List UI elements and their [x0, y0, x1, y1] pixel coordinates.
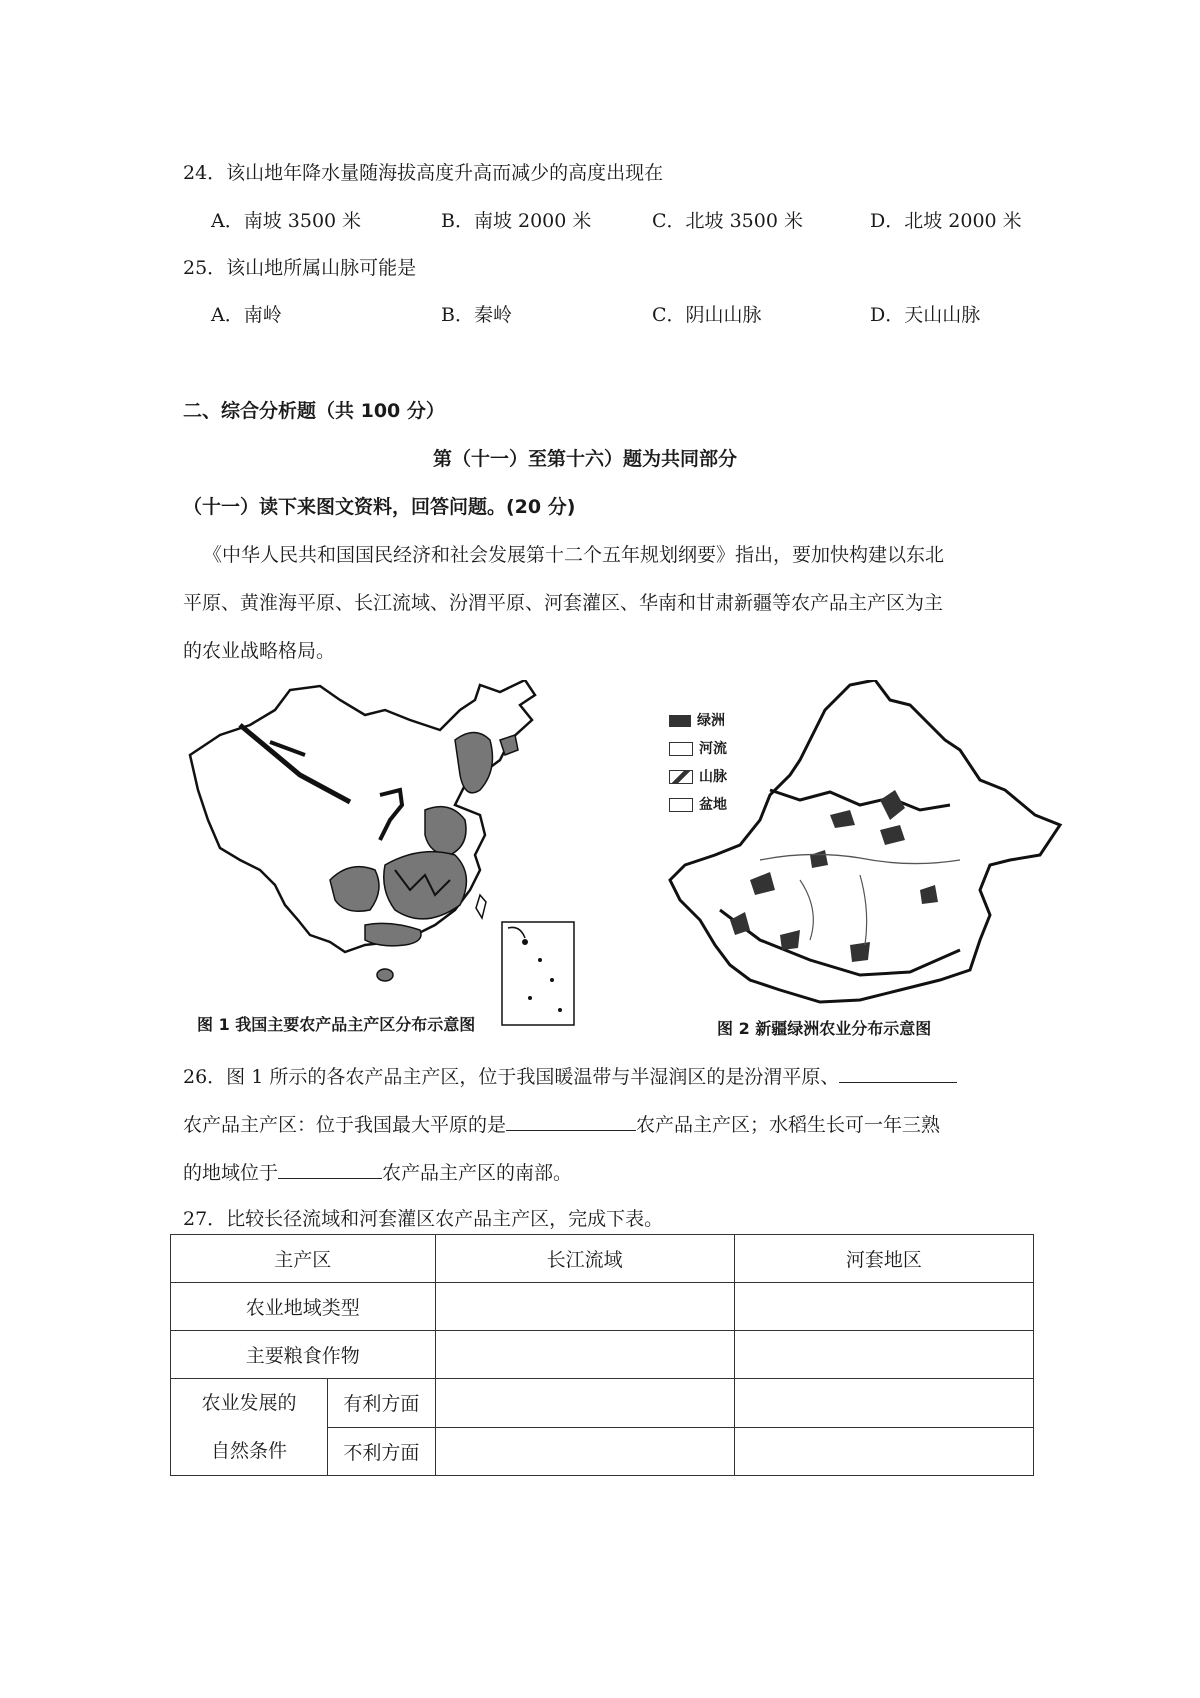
q25-option-b: B．秦岭: [441, 304, 512, 326]
q24-option-d: D．北坡 2000 米: [870, 210, 1022, 232]
q24-stem: 24．该山地年降水量随海拔高度升高而减少的高度出现在: [183, 162, 664, 184]
q24-option-a: A．南坡 3500 米: [211, 210, 362, 232]
q25-stem: 25．该山地所属山脉可能是: [183, 257, 417, 279]
q26-line1: [183, 1062, 957, 1089]
table-sub-label: 不利方面: [328, 1427, 435, 1476]
section2-subtitle: 第（十一）至第十六）题为共同部分: [433, 448, 738, 470]
answer-cell[interactable]: [734, 1331, 1033, 1379]
table-row-label: 农业地域类型: [171, 1283, 436, 1331]
q11-intro-line1: 《中华人民共和国国民经济和社会发展第十二个五年规划纲要》指出，要加快构建以东北: [203, 544, 945, 566]
legend-mountain: 山脉: [669, 766, 727, 786]
section2-title: 二、综合分析题（共 100 分）: [183, 400, 445, 422]
figure1-caption: 图 1 我国主要农产品主产区分布示意图: [197, 1015, 476, 1034]
q25-option-d: D．天山山脉: [870, 304, 981, 326]
table-row: [171, 1331, 1034, 1379]
china-map-svg: [180, 680, 620, 1030]
q26-blank-1[interactable]: [839, 1062, 957, 1083]
xinjiang-map-svg: [660, 680, 1080, 1020]
hainan-island: [377, 969, 393, 981]
river-swatch-icon: [669, 742, 693, 756]
table-header-row: [171, 1235, 1034, 1283]
group-label-line2: 自然条件: [211, 1440, 288, 1462]
group-label-line1: 农业发展的: [201, 1392, 297, 1414]
q26-line2: [183, 1110, 940, 1137]
q25-option-a: A．南岭: [211, 304, 282, 326]
legend-basin: 盆地: [669, 794, 727, 814]
q25-option-c: C．阴山山脉: [652, 304, 762, 326]
table-row: [171, 1283, 1034, 1331]
table-sub-label: 有利方面: [328, 1379, 435, 1428]
comparison-table: [170, 1234, 1034, 1476]
answer-cell[interactable]: [734, 1283, 1033, 1331]
answer-cell[interactable]: [435, 1331, 734, 1379]
table-header-cell: 长江流域: [435, 1235, 734, 1283]
yangtze-zone: [384, 852, 467, 919]
q26-line3: [183, 1158, 572, 1185]
q26-text-2a: 农产品主产区：位于我国最大平原的是: [183, 1114, 507, 1136]
answer-cell[interactable]: [435, 1427, 734, 1476]
table-header-cell: 主产区: [171, 1235, 436, 1283]
q24-option-b: B．南坡 2000 米: [441, 210, 592, 232]
oasis-swatch-icon: [669, 715, 691, 727]
figure2-caption: 图 2 新疆绿洲农业分布示意图: [717, 1019, 932, 1038]
figure2-xinjiang-map: [660, 680, 1080, 1020]
taiwan-island: [476, 895, 486, 918]
q26-text-1: 26．图 1 所示的各农产品主产区，位于我国暖温带与半湿润区的是汾渭平原、: [183, 1066, 840, 1088]
q26-text-3a: 的地域位于: [183, 1162, 279, 1184]
table-group-label: [171, 1379, 328, 1476]
table-row: [171, 1379, 1034, 1428]
q26-blank-3[interactable]: [278, 1158, 382, 1179]
huanghuaihai-zone: [425, 807, 466, 855]
south-china-sea-inset: [502, 922, 574, 1025]
q26-text-3b: 农产品主产区的南部。: [382, 1162, 573, 1184]
mountain-swatch-icon: [669, 770, 693, 784]
table-row-label: 主要粮食作物: [171, 1331, 436, 1379]
oasis: [850, 942, 870, 962]
answer-cell[interactable]: [734, 1427, 1033, 1476]
basin-swatch-icon: [669, 798, 693, 812]
q11-intro-line3: 的农业战略格局。: [183, 640, 336, 662]
q26-text-2b: 农产品主产区；水稻生长可一年三熟: [636, 1114, 941, 1136]
q27-stem: 27．比较长径流域和河套灌区农产品主产区，完成下表。: [183, 1208, 664, 1230]
answer-cell[interactable]: [435, 1283, 734, 1331]
q11-title: （十一）读下来图文资料，回答问题。(20 分): [183, 496, 576, 518]
q11-intro-line2: 平原、黄淮海平原、长江流域、汾渭平原、河套灌区、华南和甘肃新疆等农产品主产区为主: [183, 592, 944, 614]
figure1-china-map: [180, 680, 620, 1030]
answer-cell[interactable]: [734, 1379, 1033, 1428]
q24-option-c: C．北坡 3500 米: [652, 210, 803, 232]
table-header-cell: 河套地区: [734, 1235, 1033, 1283]
legend-river: 河流: [669, 738, 727, 758]
q26-blank-2[interactable]: [506, 1110, 636, 1131]
answer-cell[interactable]: [435, 1379, 734, 1428]
legend-oasis: 绿洲: [669, 710, 725, 730]
